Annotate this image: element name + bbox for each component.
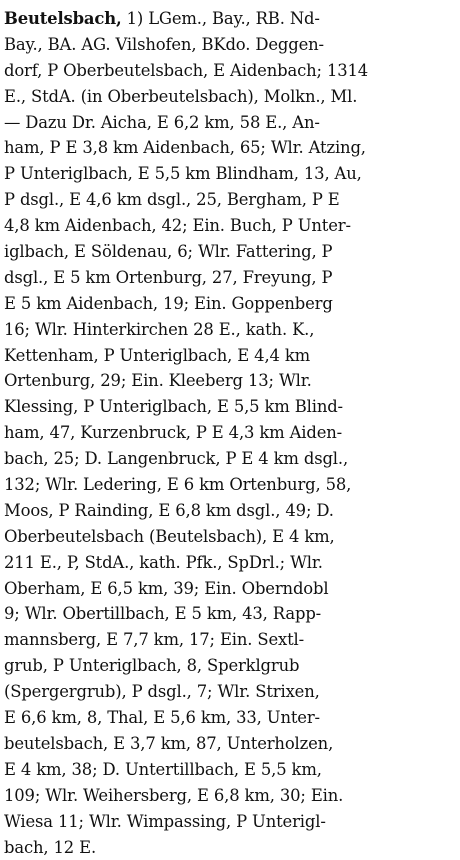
entry-line: Wiesa 11; Wlr. Wimpassing, P Unterigl-	[4, 809, 454, 835]
entry-line: E., StdA. (in Oberbeutelsbach), Molkn., Ml.	[4, 84, 454, 110]
entry-line: bach, 12 E.	[4, 835, 454, 860]
entry-line: dsgl., E 5 km Ortenburg, 27, Freyung, P	[4, 265, 454, 291]
entry-line: ham, P E 3,8 km Aidenbach, 65; Wlr. Atzing,	[4, 135, 454, 161]
entry-line: 9; Wlr. Obertillbach, E 5 km, 43, Rapp-	[4, 601, 454, 627]
entry-line	[4, 6, 454, 32]
entry-line: Kettenham, P Unteriglbach, E 4,4 km	[4, 343, 454, 369]
entry-line: ham, 47, Kurzenbruck, P E 4,3 km Aiden-	[4, 420, 454, 446]
entry-line: 132; Wlr. Ledering, E 6 km Ortenburg, 58,	[4, 472, 454, 498]
entry-line: — Dazu Dr. Aicha, E 6,2 km, 58 E., An-	[4, 110, 454, 136]
entry-line: P dsgl., E 4,6 km dsgl., 25, Bergham, P E	[4, 187, 454, 213]
gazetteer-entry-beutelsbach	[4, 6, 454, 860]
entry-line: 16; Wlr. Hinterkirchen 28 E., kath. K.,	[4, 317, 454, 343]
entry-line: E 4 km, 38; D. Untertillbach, E 5,5 km,	[4, 757, 454, 783]
entry-line: beutelsbach, E 3,7 km, 87, Unterholzen,	[4, 731, 454, 757]
entry-line: Moos, P Rainding, E 6,8 km dsgl., 49; D.	[4, 498, 454, 524]
entry-line: 4,8 km Aidenbach, 42; Ein. Buch, P Unter-	[4, 213, 454, 239]
entry-line: bach, 25; D. Langenbruck, P E 4 km dsgl.,	[4, 446, 454, 472]
entry-line: P Unteriglbach, E 5,5 km Blindham, 13, Au,	[4, 161, 454, 187]
entry-line: 109; Wlr. Weihersberg, E 6,8 km, 30; Ein.	[4, 783, 454, 809]
entry-line: grub, P Unteriglbach, 8, Sperklgrub	[4, 653, 454, 679]
entry-line: iglbach, E Söldenau, 6; Wlr. Fattering, P	[4, 239, 454, 265]
entry-line: Klessing, P Unteriglbach, E 5,5 km Blind-	[4, 394, 454, 420]
entry-headword: Beutelsbach,	[4, 9, 122, 28]
entry-line: dorf, P Oberbeutelsbach, E Aidenbach; 1314	[4, 58, 454, 84]
entry-line: E 6,6 km, 8, Thal, E 5,6 km, 33, Unter-	[4, 705, 454, 731]
entry-line: Oberham, E 6,5 km, 39; Ein. Oberndobl	[4, 576, 454, 602]
entry-text: 1) LGem., Bay., RB. Nd-	[122, 9, 320, 28]
entry-line: 211 E., P, StdA., kath. Pfk., SpDrl.; Wlr.	[4, 550, 454, 576]
entry-line: Oberbeutelsbach (Beutelsbach), E 4 km,	[4, 524, 454, 550]
entry-line: Ortenburg, 29; Ein. Kleeberg 13; Wlr.	[4, 368, 454, 394]
entry-line: E 5 km Aidenbach, 19; Ein. Goppenberg	[4, 291, 454, 317]
entry-line: mannsberg, E 7,7 km, 17; Ein. Sextl-	[4, 627, 454, 653]
entry-line: (Spergergrub), P dsgl., 7; Wlr. Strixen,	[4, 679, 454, 705]
entry-line: Bay., BA. AG. Vilshofen, BKdo. Deggen-	[4, 32, 454, 58]
